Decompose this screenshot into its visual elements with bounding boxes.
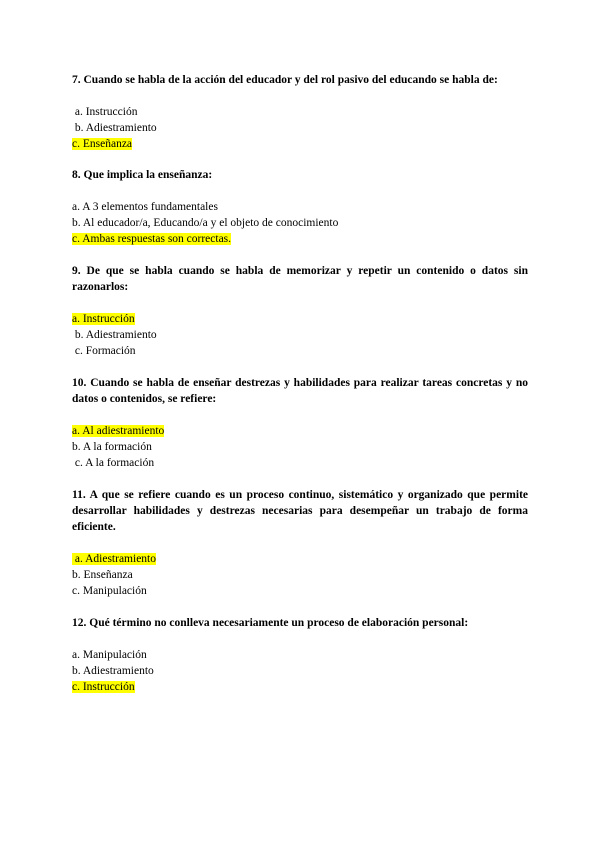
answer-text: b. Al educador/a, Educando/a y el objeto de conocimiento xyxy=(72,217,339,229)
highlighted-answer: c. Ambas respuestas son correctas. xyxy=(72,233,232,245)
question-12: 12. Qué término no conlleva necesariamente un proceso de elaboración personal: xyxy=(72,617,469,629)
question-11: 11. A que se refiere cuando es un proceso continuo, sistemático y organizado que permite desarrollar habilidades y destrezas necesarias para desempeñar un trabajo de forma eficiente. xyxy=(72,489,528,533)
answer-text: b. Enseñanza xyxy=(72,569,133,581)
question-7: 7. Cuando se habla de la acción del educador y del rol pasivo del educando se habla de: xyxy=(72,74,498,86)
question-8: 8. Que implica la enseñanza: xyxy=(72,169,213,181)
answer-text: b. Adiestramiento xyxy=(72,665,154,677)
answer-text: c. Manipulación xyxy=(72,585,147,597)
answer-10a xyxy=(72,423,164,439)
answer-text: a. Manipulación xyxy=(72,649,147,661)
answer-8c xyxy=(72,231,231,247)
answer-12b xyxy=(72,663,154,679)
answer-11c xyxy=(72,583,147,599)
question-9: 9. De que se habla cuando se habla de memorizar y repetir un contenido o datos sin razonarlos: xyxy=(72,265,528,293)
highlighted-answer: c. Enseñanza xyxy=(72,138,133,150)
answer-text: a. Instrucción xyxy=(72,106,138,118)
answer-12a xyxy=(72,647,147,663)
answer-9b xyxy=(72,327,157,343)
highlighted-answer: a. Instrucción xyxy=(72,313,135,325)
question-10: 10. Cuando se habla de enseñar destrezas y habilidades para realizar tareas concretas y no datos o contenidos, se refiere: xyxy=(72,377,528,405)
answer-9a xyxy=(72,311,135,327)
answer-10c xyxy=(72,455,154,471)
answer-8b xyxy=(72,215,338,231)
answer-9c xyxy=(72,343,136,359)
answer-8a xyxy=(72,199,218,215)
answer-7a xyxy=(72,104,137,120)
answer-text: b. Adiestramiento xyxy=(72,122,157,134)
highlighted-answer: a. Al adiestramiento xyxy=(72,425,165,437)
answer-text: a. A 3 elementos fundamentales xyxy=(72,201,218,213)
answer-10b xyxy=(72,439,152,455)
answer-11a xyxy=(72,551,156,567)
answer-text: b. Adiestramiento xyxy=(72,329,157,341)
answer-text: c. Formación xyxy=(72,345,136,357)
answer-7b xyxy=(72,120,157,136)
answer-text: c. A la formación xyxy=(72,457,155,469)
answer-7c xyxy=(72,136,132,152)
highlighted-answer: c. Instrucción xyxy=(72,681,135,693)
answer-11b xyxy=(72,567,133,583)
highlighted-answer: a. Adiestramiento xyxy=(72,553,156,565)
answer-text: b. A la formación xyxy=(72,441,152,453)
answer-12c xyxy=(72,679,135,695)
